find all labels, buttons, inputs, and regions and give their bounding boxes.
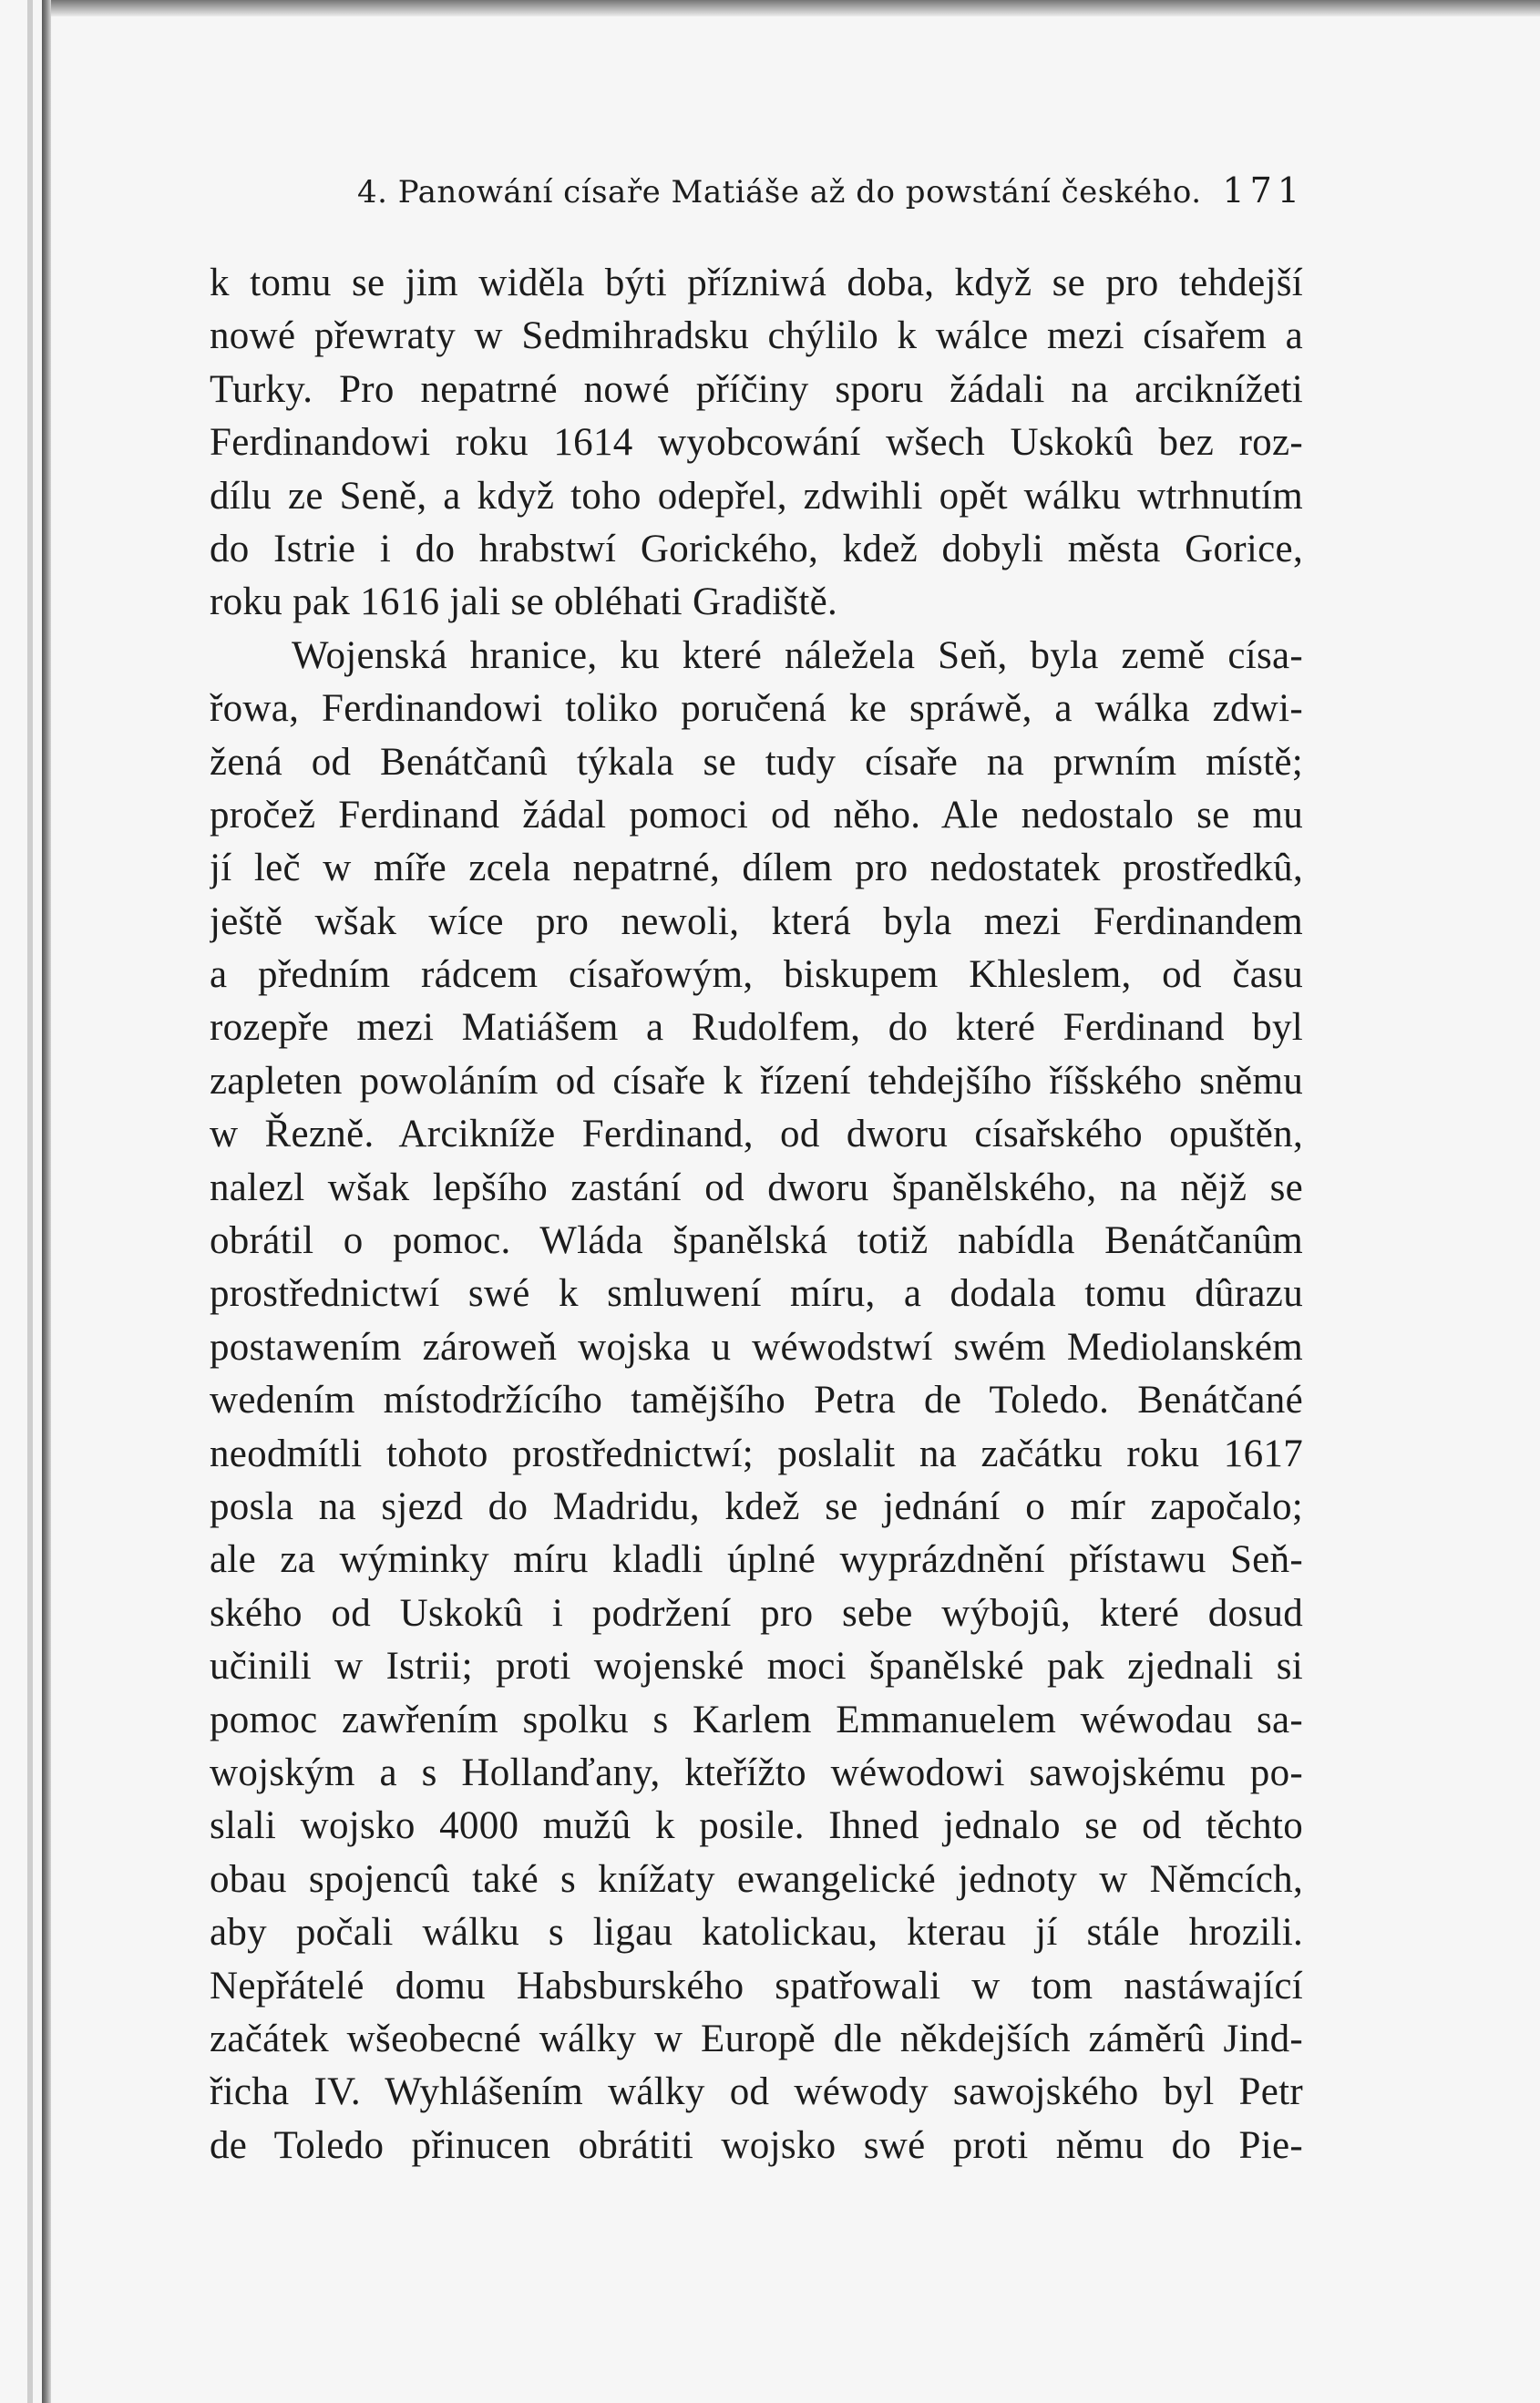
body-text	[210, 257, 1303, 2172]
text-line: prostřednictwí swé k smluwení míru, a dodala tomu dûrazu	[210, 1272, 1303, 1316]
text-line: de Toledo přinucen obrátiti wojsko swé proti němu do Pie-	[210, 2123, 1303, 2167]
chapter-title: 4. Panowání císaře Matiáše až do powstání českého.	[357, 174, 1202, 211]
text-line: a předním rádcem císařowým, biskupem Khleslem, od času	[210, 953, 1303, 997]
scan-binding-edge	[42, 0, 51, 2403]
text-line: do Istrie i do hrabstwí Gorického, kdež dobyli města Gorice,	[210, 527, 1303, 570]
text-line: posla na sjezd do Madridu, kdež se jednání o mír započalo;	[210, 1484, 1303, 1528]
text-line: obrátil o pomoc. Wláda španělská totiž nabídla Benátčanûm	[210, 1219, 1303, 1263]
text-line: Turky. Pro nepatrné nowé příčiny sporu žádali na arciknížeti	[210, 367, 1303, 411]
text-line: ještě wšak wíce pro newoli, která byla mezi Ferdinandem	[210, 899, 1303, 943]
text-line: aby počali wálku s ligau katolickau, kterau jí stále hrozili.	[210, 1911, 1303, 1955]
scan-shadow-outer	[27, 0, 33, 2403]
scan-top-edge	[51, 0, 1540, 16]
text-line: nowé přewraty w Sedmihradsku chýlilo k wálce mezi císařem a	[210, 314, 1303, 358]
text-line: řowa, Ferdinandowi toliko poručená ke spráwě, a wálka zdwi-	[210, 687, 1303, 731]
running-head	[357, 167, 1305, 212]
text-line: nalezl wšak lepšího zastání od dworu španělského, na nějž se	[210, 1166, 1303, 1209]
text-line: Nepřátelé domu Habsburského spatřowali w tom nastáwající	[210, 1964, 1303, 2008]
text-line: w Řezně. Arcikníže Ferdinand, od dworu císařského opuštěn,	[210, 1113, 1303, 1156]
text-line: obau spojencû také s knížaty ewangelické jednoty w Němcích,	[210, 1857, 1303, 1901]
text-line: dílu ze Seně, a když toho odepřel, zdwihli opět wálku wtrhnutím	[210, 474, 1303, 518]
text-line: pročež Ferdinand žádal pomoci od něho. Ale nedostalo se mu	[210, 793, 1303, 837]
text-line: postawením zároweň wojska u wéwodstwí swém Mediolanském	[210, 1325, 1303, 1369]
text-line: wojským a s Hollanďany, kteřížto wéwodowi sawojskému po-	[210, 1751, 1303, 1794]
text-line: jí leč w míře zcela nepatrné, dílem pro nedostatek prostředkû,	[210, 847, 1303, 890]
text-line: wedením místodržícího tamějšího Petra de Toledo. Benátčané	[210, 1379, 1303, 1422]
text-line: pomoc zawřením spolku s Karlem Emmanuelem wéwodau sa-	[210, 1698, 1303, 1741]
text-line: rozepře mezi Matiášem a Rudolfem, do které Ferdinand byl	[210, 1006, 1303, 1050]
page-number: 171	[1222, 170, 1305, 211]
text-line: Ferdinandowi roku 1614 wyobcowání wšech Uskokû bez roz-	[210, 421, 1303, 465]
text-line: ale za wýminky míru kladli úplné wyprázdnění přístawu Seň-	[210, 1538, 1303, 1582]
text-line: neodmítli tohoto prostřednictwí; poslalit na začátku roku 1617	[210, 1432, 1303, 1475]
text-line: žená od Benátčanû týkala se tudy císaře na prwním místě;	[210, 740, 1303, 784]
text-line: Wojenská hranice, ku které náležela Seň, byla země císa-	[292, 633, 1303, 677]
text-line: slali wojsko 4000 mužû k posile. Ihned jednalo se od těchto	[210, 1804, 1303, 1848]
text-line: roku pak 1616 jali se obléhati Gradiště.	[210, 580, 838, 624]
text-line: k tomu se jim widěla býti přízniwá doba, když se pro tehdejší	[210, 262, 1303, 304]
text-line: začátek wšeobecné wálky w Europě dle někdejších záměrû Jind-	[210, 2017, 1303, 2060]
text-line: ského od Uskokû i podržení pro sebe wýbojû, které dosud	[210, 1591, 1303, 1635]
text-line: učinili w Istrii; proti wojenské moci španělské pak zjednali si	[210, 1645, 1303, 1689]
text-line: zapleten powoláním od císaře k řízení tehdejšího říšského sněmu	[210, 1059, 1303, 1103]
text-line: řicha IV. Wyhlášením wálky od wéwody sawojského byl Petr	[210, 2070, 1303, 2114]
